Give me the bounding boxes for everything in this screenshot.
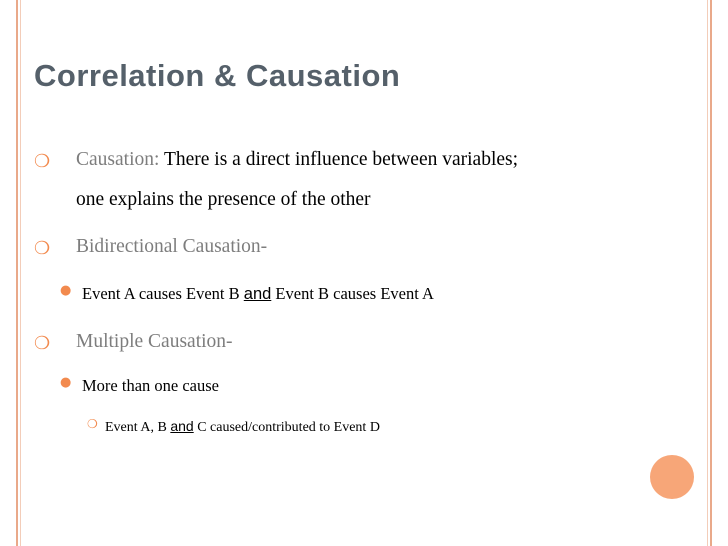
slide-title: Correlation & Causation xyxy=(34,58,401,93)
decorative-circle xyxy=(650,455,694,499)
bullet-keyword: Multiple Causation- xyxy=(76,331,233,352)
bullet-causation-line1 xyxy=(76,149,518,171)
underlined-word: and xyxy=(170,418,194,434)
hollow-circle-icon: ❍ xyxy=(34,151,51,172)
bullet-bidirectional xyxy=(76,236,267,258)
right-border-line xyxy=(710,0,712,546)
bullet-keyword: Causation: xyxy=(76,149,160,170)
sub-sub-bullet-multiple: Event A, B and C caused/contributed to Event D xyxy=(105,418,380,435)
bullet-text: There is a direct influence between variables; xyxy=(159,149,519,170)
left-border-line-inner xyxy=(20,0,21,546)
sub-bullet-bidirectional: Event A causes Event B and Event B causes Event A xyxy=(82,284,434,303)
sub-bullet-multiple: More than one cause xyxy=(82,376,219,395)
bullet-multiple xyxy=(76,331,233,353)
right-border-line-inner xyxy=(707,0,708,546)
hollow-circle-icon: ❍ xyxy=(34,333,51,354)
hollow-circle-icon: ❍ xyxy=(87,417,98,431)
filled-circle-icon: ● xyxy=(60,375,72,390)
bullet-causation-line2: one explains the presence of the other xyxy=(76,189,371,210)
bullet-keyword: Bidirectional Causation- xyxy=(76,236,268,257)
hollow-circle-icon: ❍ xyxy=(34,238,51,259)
underlined-word: and xyxy=(243,285,272,303)
filled-circle-icon: ● xyxy=(60,283,72,298)
left-border-line xyxy=(16,0,18,546)
